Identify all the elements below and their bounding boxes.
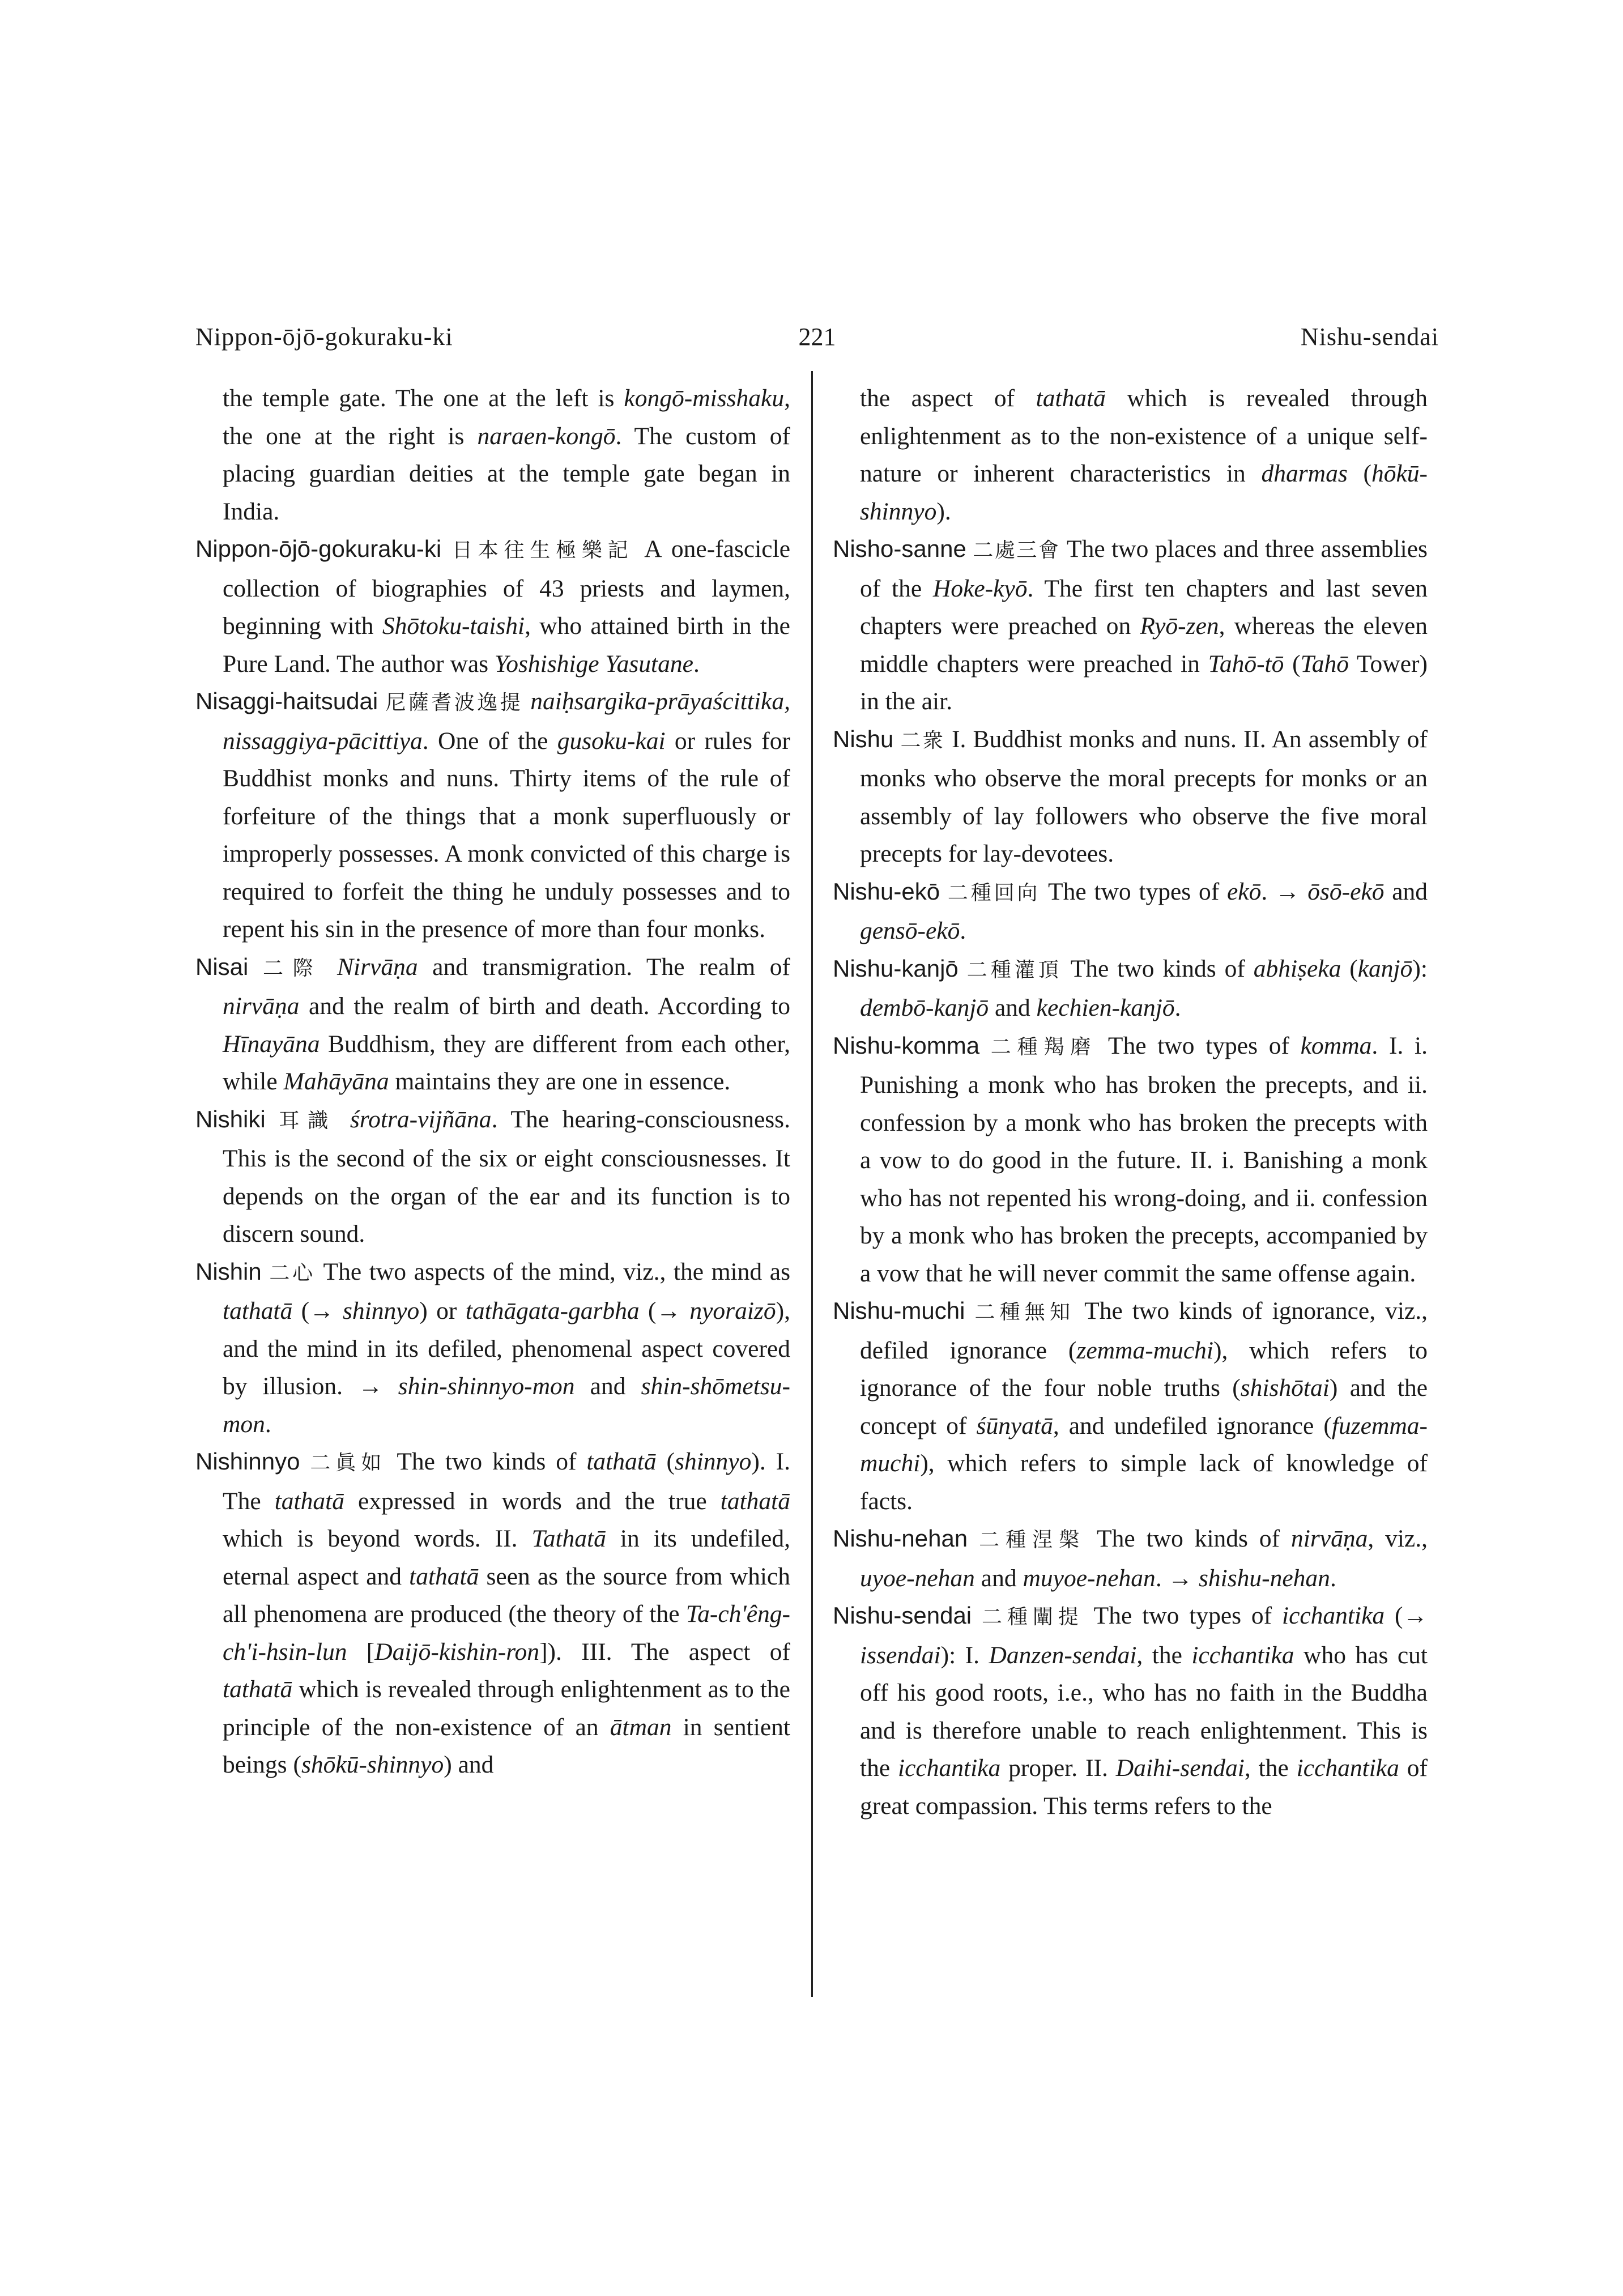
right-column xyxy=(833,380,1428,1825)
kanji: 二眞如 xyxy=(310,1451,387,1475)
kanji: 二種羯磨 xyxy=(990,1035,1097,1059)
entry-nisaggi-haitsudai: Nisaggi-haitsudai 尼薩耆波逸提 naiḥsargika-prāyaścittika, nissaggiya-pācittiya. One of the gusoku-kai or rules for Buddhist monks and nuns. Thirty items of the rule of forfeiture of the things that a monk superfluously or improperly possesses. A monk convicted of this charge is required to forfeit the thing he unduly possesses and to repent his sin in the presence of more than four monks. xyxy=(195,688,791,943)
kanji: 日本往生極樂記 xyxy=(451,539,634,562)
entry-continuation: the aspect of tathatā which is revealed through enlightenment as to the non-existence of a unique self-nature or inherent characteristics in dharmas (hōkū-shinnyo). xyxy=(860,385,1428,525)
kanji: 耳識 xyxy=(279,1109,337,1132)
entry-nishin: Nishin 二心 The two aspects of the mind, viz., the mind as tathatā (→ shinnyo) or tathāgata-garbha (→ nyoraizō), and the mind in its defiled, phenomenal aspect covered by illusion. → shin-shinnyo-mon and shin-shōmetsu-mon. xyxy=(195,1258,790,1438)
headword: Nishinnyo xyxy=(195,1448,300,1475)
entry-nishu-komma: Nishu-komma 二種羯磨 The two types of komma. I. i. Punishing a monk who has broken the precepts, and ii. confession by a monk who has broken the precepts with a vow to do good in the future. II. i. Banishing a monk who has not repented his wrong-doing, and ii. confession by a monk who has broken the precepts, accompanied by a vow that he will never commit the same offense again. xyxy=(833,1032,1428,1287)
kanji: 二際 xyxy=(262,956,323,980)
kanji: 二種回向 xyxy=(947,881,1041,905)
headword: Nisai xyxy=(195,953,249,980)
headword: Nishu-ekō xyxy=(833,877,940,905)
running-header xyxy=(195,317,1439,357)
entry-nishu-sendai: Nishu-sendai 二種闡提 The two types of icchantika (→ issendai): I. Danzen-sendai, the icchantika who has cut off his good roots, i.e., who has no faith in the Buddha and is therefore unable to reach enlightenment. This is the icchantika proper. II. Daihi-sendai, the icchantika of great compassion. This terms refers to the xyxy=(833,1602,1428,1820)
headword: Nishu-komma xyxy=(833,1032,980,1059)
kanji: 二處三會 xyxy=(973,539,1060,562)
headword: Nishu-sendai xyxy=(833,1602,972,1629)
header-right-guide-word: Nishu-sendai xyxy=(1300,323,1439,351)
headword: Nishin xyxy=(195,1258,262,1285)
entry-nishiki: Nishiki 耳識 śrotra-vijñāna. The hearing-consciousness. This is the second of the six or eight consciousnesses. It depends on the organ of the ear and its function is to discern sound. xyxy=(195,1105,790,1247)
kanji: 二種灌頂 xyxy=(966,958,1062,982)
entry-nisho-sanne: Nisho-sanne 二處三會 The two places and three assemblies of the Hoke-kyō. The first ten chapters and last seven chapters were preached on Ryō-zen, whereas the eleven middle chapters were preached in Tahō-tō (Tahō Tower) in the air. xyxy=(833,535,1428,715)
entry-nishu: Nishu 二衆 I. Buddhist monks and nuns. II. An assembly of monks who observe the moral precepts for monks or an assembly of lay followers who observe the five moral precepts for lay-devotees. xyxy=(833,725,1428,867)
kanji: 尼薩耆波逸提 xyxy=(385,691,523,714)
entry-nishu-eko: Nishu-ekō 二種回向 The two types of ekō. → ōsō-ekō and gensō-ekō. xyxy=(833,877,1428,944)
headword: Nishiki xyxy=(195,1105,266,1132)
kanji: 二衆 xyxy=(900,729,945,752)
kanji: 二心 xyxy=(269,1261,316,1285)
entry-nishu-nehan: Nishu-nehan 二種涅槃 The two kinds of nirvāṇa, viz., uyoe-nehan and muyoe-nehan. → shishu-nehan. xyxy=(833,1525,1428,1592)
entry-nishu-kanjo: Nishu-kanjō 二種灌頂 The two kinds of abhiṣeka (kanjō): dembō-kanjō and kechien-kanjō. xyxy=(833,955,1428,1021)
headword: Nishu-muchi xyxy=(833,1297,965,1324)
header-left-guide-word: Nippon-ōjō-gokuraku-ki xyxy=(195,323,453,351)
page-number: 221 xyxy=(798,323,836,351)
kanji: 二種涅槃 xyxy=(979,1528,1086,1552)
headword: Nippon-ōjō-gokuraku-ki xyxy=(195,535,442,562)
column-divider xyxy=(811,371,813,1997)
headword: Nisaggi-haitsudai xyxy=(195,688,378,714)
headword: Nisho-sanne xyxy=(833,535,966,562)
dictionary-page xyxy=(195,317,1439,2017)
kanji: 二種闡提 xyxy=(981,1605,1084,1629)
entry-nippon-ojo-gokuraku-ki: Nippon-ōjō-gokuraku-ki 日本往生極樂記 A one-fascicle collection of biographies of 43 priests and laymen, beginning with Shōtoku-taishi, who attained birth in the Pure Land. The author was Yoshishige Yasutane. xyxy=(195,535,791,678)
headword: Nishu-kanjō xyxy=(833,955,959,982)
entry-nisai: Nisai 二際 Nirvāṇa and transmigration. The realm of nirvāṇa and the realm of birth and death. According to Hīnayāna Buddhism, they are different from each other, while Mahāyāna maintains they are one in essence. xyxy=(195,953,790,1095)
kanji: 二種無知 xyxy=(974,1301,1075,1324)
entry-nishu-muchi: Nishu-muchi 二種無知 The two kinds of ignorance, viz., defiled ignorance (zemma-muchi), which refers to ignorance of the four noble truths (shishōtai) and the concept of śūnyatā, and undefiled ignorance (fuzemma-muchi), which refers to simple lack of knowledge of facts. xyxy=(833,1297,1428,1515)
entry-continuation: the temple gate. The one at the left is kongō-misshaku, the one at the right is naraen-kongō. The custom of placing guardian deities at the temple gate began in India. xyxy=(223,385,790,525)
left-column xyxy=(195,380,790,1784)
headword: Nishu xyxy=(833,725,894,752)
headword: Nishu-nehan xyxy=(833,1525,968,1552)
entry-nishinnyo: Nishinnyo 二眞如 The two kinds of tathatā (shinnyo). I. The tathatā expressed in words and the true tathatā which is beyond words. II. Tathatā in its undefiled, eternal aspect and tathatā seen as the source from which all phenomena are produced (the theory of the Ta-ch'êng-ch'i-hsin-lun [Daijō-kishin-ron]). III. The aspect of tathatā which is revealed through enlightenment as to the principle of the non-existence of an ātman in sentient beings (shōkū-shinnyo) and xyxy=(195,1448,790,1778)
